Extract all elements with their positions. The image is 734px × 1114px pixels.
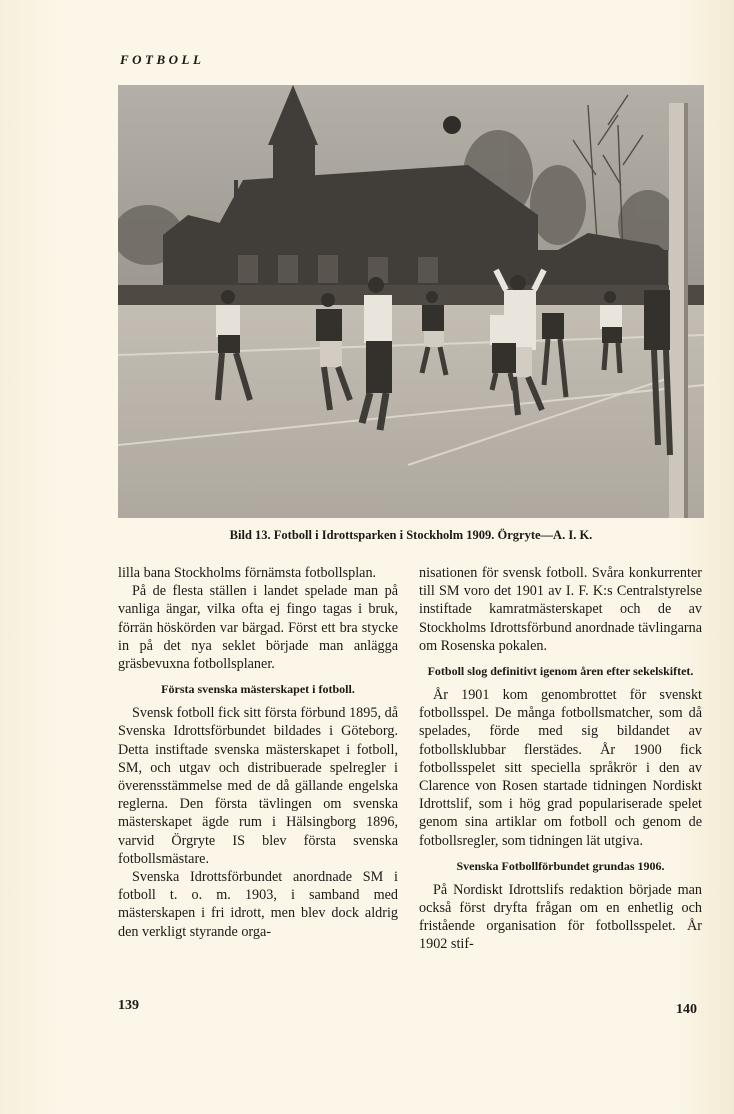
left-column <box>118 564 398 941</box>
left-paragraph-4: Svenska Idrottsförbundet anordnade SM i fotboll t. o. m. 1903, i samband med mästerskapen i fri idrott, men blev dock aldrig den verkligt styrande orga- <box>118 869 398 940</box>
section-heading-federation-founded: Svenska Fotbollförbundet grundas 1906. <box>456 858 665 873</box>
right-paragraph-3: På Nordiskt Idrottslifs redaktion började man också först dryfta frågan om en enhetlig och fristående organisation för fotbollsspelet. År 1902 stif- <box>419 881 702 953</box>
page-number-left: 139 <box>118 998 139 1013</box>
right-paragraph-1: nisationen för svensk fotboll. Svåra konkurrenter till SM voro det 1901 av I. F. K:s Centralstyrelse instiftade kamratmästerskapet och de av Stockholms Idrottsförbund anordnade tävlingarna om Rosenska pokalen. <box>419 565 702 654</box>
right-column <box>419 564 702 954</box>
left-paragraph-1: lilla bana Stockholms förnämsta fotbollsplan. <box>118 565 377 581</box>
section-heading-first-championship: Första svenska mästerskapet i fotboll. <box>161 682 355 697</box>
left-paragraph-2: På de flesta ställen i landet spelade man på vanliga ängar, vilka ofta ej fingo tagas i bruk, förrän höskörden var bärgad. Först ett bra stycke in på det nya seklet började man anlägga gräsbevuxna fotbollsplaner. <box>118 583 398 673</box>
figure-caption: Bild 13. Fotboll i Idrottsparken i Stockholm 1909. Örgryte—A. I. K. <box>229 528 593 542</box>
right-paragraph-2: År 1901 kom genombrottet för svenskt fotbollsspel. De många fotbollsmatcher, som då spelades, förde med sig bildandet av fotbollsklubbar flerstädes. År 1900 fick fotbollsspelet sitt speciella språkrör i den av Clarence von Rosen startade tidningen Nordiskt Idrottslif, som i hög grad populariserade spelet genom sina artiklar om fotboll och genom de fotbollsregler, som tidningen lät utgiva. <box>419 687 702 849</box>
running-header: FOTBOLL <box>120 52 205 67</box>
football-photo <box>118 85 704 518</box>
section-heading-breakthrough: Fotboll slog definitivt igenom åren efter sekelskiftet. <box>427 664 694 679</box>
page-number-right: 140 <box>676 1002 697 1017</box>
left-paragraph-3: Svensk fotboll fick sitt första förbund 1895, då Svenska Idrottsförbundet bildades i Göteborg. Detta instiftade svenska mästerskapet i fotboll, SM, och utgav och distribuerade spelregler i överensstämmelse med de då gällande engelska reglerna. Den första tävlingen om svenska mästerskapet ägde rum i Hälsingborg 1896, varvid Örgryte IS blev första svenska fotbollsmästare. <box>118 705 398 867</box>
